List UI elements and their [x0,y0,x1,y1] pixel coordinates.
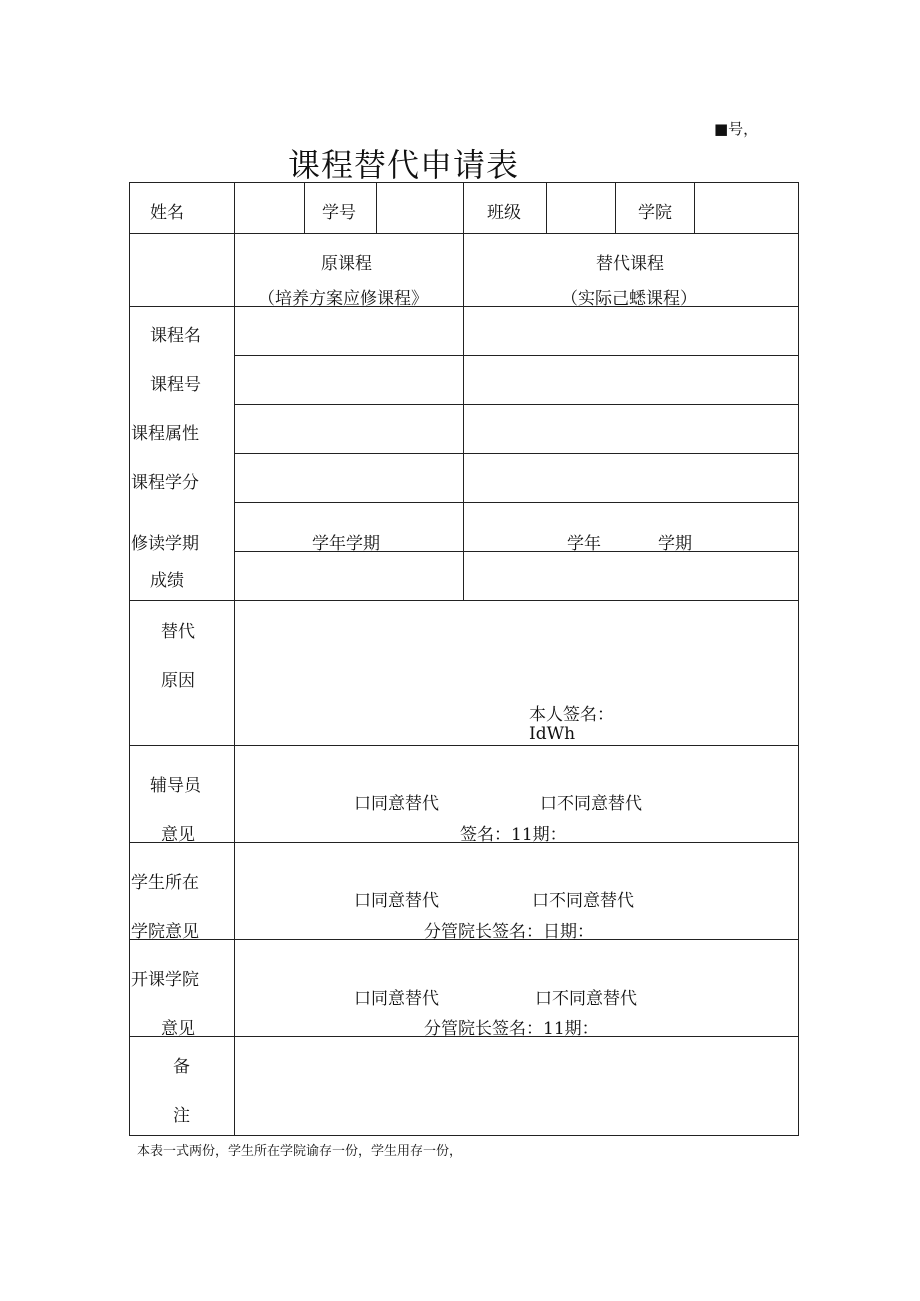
replacement-grade-field[interactable] [466,554,796,597]
form-serial-label: ■号， [714,120,759,138]
original-grade-field[interactable] [237,554,460,597]
replacement-year-text: 学年 [567,534,601,554]
replacement-term-text: 学期 [658,534,692,554]
form-footnote: 本表一式两份，学生所在学院谕存一份，学生用存一份， [137,1144,463,1159]
student-college-label-line1: 学生所在 [131,873,199,893]
name-field[interactable] [237,186,301,230]
replacement-course-number-field[interactable] [466,358,796,401]
student-college-signature-date: 分管院长签名：日期： [424,922,594,942]
course-college-disagree-option[interactable]: 口不同意替代 [535,989,637,1009]
applicant-date-text: IdWh [529,724,576,744]
course-college-signature-date: 分管院长签名：11期： [424,1019,599,1039]
remarks-label-line2: 注 [173,1106,190,1126]
remarks-textarea[interactable] [238,1040,794,1132]
course-number-label: 课程号 [150,375,201,395]
table-row-divider [234,502,799,503]
table-col-divider [234,182,235,1136]
counselor-label-line2: 意见 [161,825,195,845]
table-row-divider [129,745,799,746]
replacement-course-attribute-field[interactable] [466,407,796,450]
original-course-credit-field[interactable] [237,456,460,499]
student-id-field[interactable] [379,186,460,230]
table-col-divider [376,182,377,233]
table-col-divider [463,182,464,600]
table-row-divider [129,306,799,307]
original-course-header: 原课程 [321,254,372,274]
class-field[interactable] [549,186,612,230]
class-label: 班级 [487,203,521,223]
student-college-agree-option[interactable]: 口同意替代 [354,891,439,911]
reason-textarea[interactable] [238,604,794,696]
table-row-divider [234,404,799,405]
grade-label: 成绩 [150,571,184,591]
course-college-agree-option[interactable]: 口同意替代 [354,989,439,1009]
table-row-divider [129,233,799,234]
student-id-label: 学号 [322,203,356,223]
course-attribute-label: 课程属性 [131,424,199,444]
replacement-course-credit-field[interactable] [466,456,796,499]
original-course-attribute-field[interactable] [237,407,460,450]
table-row-divider [129,600,799,601]
table-col-divider [546,182,547,233]
counselor-signature-date: 签名：11期： [460,825,567,845]
student-college-disagree-option[interactable]: 口不同意替代 [532,891,634,911]
table-row-divider [234,355,799,356]
student-college-label-line2: 学院意见 [131,922,199,942]
counselor-agree-option[interactable]: 口同意替代 [354,794,439,814]
name-label: 姓名 [150,203,184,223]
applicant-signature-label: 本人签名： [529,705,614,725]
form-title: 课程替代申请表 [288,146,520,184]
term-label: 修读学期 [131,534,199,554]
counselor-disagree-option[interactable]: 口不同意替代 [540,794,642,814]
original-term-text: 学年学期 [312,534,380,554]
replacement-course-subheader: （实际己蟋课程） [561,289,697,309]
remarks-label-line1: 备 [173,1057,190,1077]
course-college-label-line1: 开课学院 [131,970,199,990]
reason-label-line2: 原因 [161,671,195,691]
college-field[interactable] [697,186,796,230]
original-course-subheader: （培养方案应修课程》 [258,289,428,309]
replacement-course-header: 替代课程 [596,254,664,274]
table-col-divider [694,182,695,233]
college-label: 学院 [638,203,672,223]
course-credit-label: 课程学分 [131,473,199,493]
table-col-divider [615,182,616,233]
table-col-divider [304,182,305,233]
course-name-label: 课程名 [150,326,201,346]
counselor-label-line1: 辅导员 [150,776,201,796]
replacement-course-name-field[interactable] [466,309,796,352]
original-course-number-field[interactable] [237,358,460,401]
table-row-divider [234,453,799,454]
original-course-name-field[interactable] [237,309,460,352]
course-college-label-line2: 意见 [161,1019,195,1039]
reason-label-line1: 替代 [161,622,195,642]
